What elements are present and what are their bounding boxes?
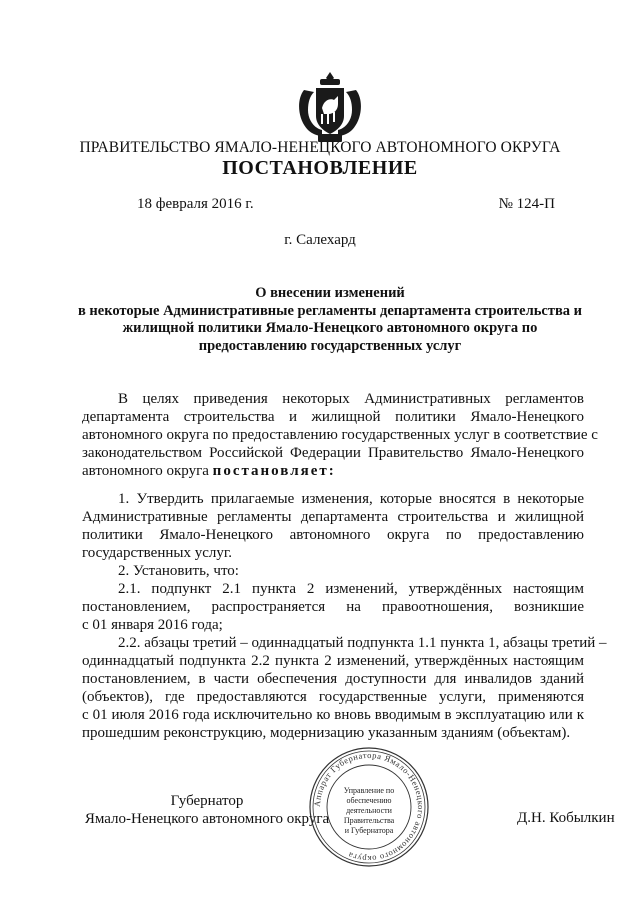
text-line: прошедшим реконструкцию, модернизацию указанным зданиям (объектам). [82, 725, 571, 741]
document-heading [70, 285, 590, 355]
text-line: политики Ямало-Ненецкого автономного округа по предоставлению [82, 527, 584, 543]
text-line [82, 462, 584, 480]
resolution-body [82, 490, 607, 742]
text-line: 2.1. подпункт 2.1 пункта 2 изменений, утверждённых настоящим [118, 581, 584, 597]
text-line: (объектов), где предоставляются государственные услуги, применяются [82, 689, 584, 705]
text-line: 2.2. абзацы третий – одиннадцатый подпункта 1.1 пункта 1, абзацы третий – [118, 635, 607, 651]
text-line: 2. Установить, что: [118, 563, 239, 579]
seal-line: обеспечению [346, 796, 392, 805]
heading-line: предоставлению государственных услуг [198, 337, 462, 354]
text-line: одиннадцатый подпункта 2.2 пункта 2 изменений, утверждённых настоящим [82, 653, 584, 669]
document-city: г. Салехард [284, 232, 356, 248]
text-line: В целях приведения некоторых Административных регламентов [118, 391, 584, 407]
seal-inner-text [334, 786, 404, 836]
signatory-name: Д.Н. Кобылкин [517, 810, 615, 826]
text-line: государственных услуг. [82, 545, 233, 561]
text-line: 1. Утвердить прилагаемые изменения, которые вносятся в некоторые [118, 491, 584, 507]
heading-line: О внесении изменений [255, 285, 405, 301]
heading-line: в некоторые Административные регламенты департамента строительства и [77, 302, 583, 319]
text-line: департамента строительства и жилищной политики Ямало-Ненецкого [82, 409, 584, 425]
seal-line: деятельности [346, 806, 392, 815]
text-line: законодательством Российской Федерации Правительство Ямало-Ненецкого [82, 445, 584, 461]
decree-keyword: постановляет: [212, 463, 336, 479]
document-number: № 124-П [498, 196, 555, 212]
seal-line: Правительства [343, 816, 395, 825]
heading-line: жилищной политики Ямало-Ненецкого автономного округа по [122, 320, 538, 336]
preamble-paragraph [82, 390, 598, 480]
coat-of-arms-icon [294, 70, 366, 144]
text-line: постановлением, в части обеспечения доступности для инвалидов зданий [82, 671, 584, 687]
text-line: с 01 июля 2016 года исключительно ко вновь вводимым в эксплуатацию или к [82, 707, 584, 723]
text-line: Административные регламенты департамента строительства и жилищной [82, 509, 584, 525]
seal-line: и Губернатора [344, 826, 394, 835]
document-date: 18 февраля 2016 г. [137, 196, 254, 212]
text-line: с 01 января 2016 года; [82, 617, 223, 633]
seal-line: Управление по [343, 786, 395, 795]
text-line: постановлением, распространяется на правоотношения, возникшие [82, 599, 584, 615]
seal-ring-text: Аппарат Губернатора Ямало-Ненецкого автономного округа [311, 749, 427, 865]
signatory-title [82, 792, 332, 828]
text-line: автономного округа по предоставлению государственных услуг в соответствие с [82, 427, 598, 443]
text-fragment: автономного округа [82, 463, 209, 479]
government-name: ПРАВИТЕЛЬСТВО ЯМАЛО-НЕНЕЦКОГО АВТОНОМНОГО ОКРУГА [79, 139, 561, 156]
signatory-title-line: Ямало-Ненецкого автономного округа [84, 811, 330, 827]
document-type: ПОСТАНОВЛЕНИЕ [222, 157, 418, 179]
signatory-title-line: Губернатор [170, 793, 244, 809]
